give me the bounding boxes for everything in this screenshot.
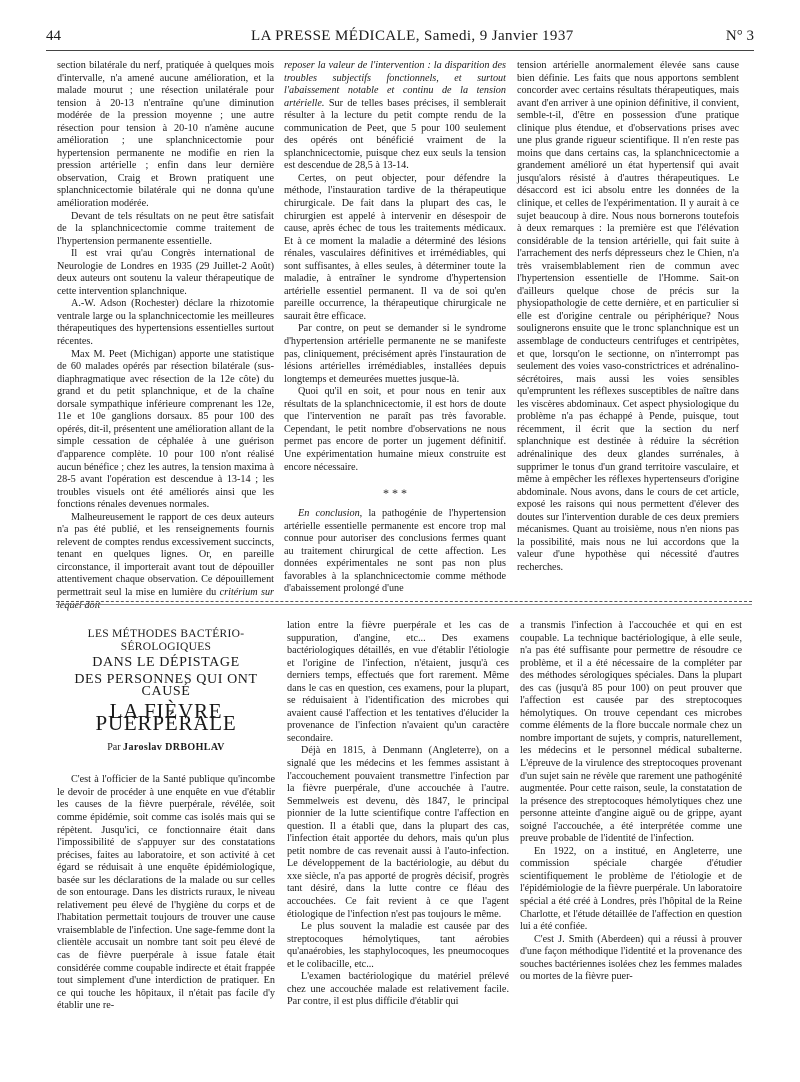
bottom-article-column-1 [57, 620, 275, 1072]
article-separator [56, 601, 752, 602]
paragraph: tension artérielle anormalement élevée sans cause bien définie. Les faits que nous apportons semblent concorder avec certains résultats thérapeutiques, mais avant d'en arriver à une opinion définitive, il convient, semble-t-il, d'être en possession d'une pratique clinique plus étendue, et d'observations prises avec une plus grande rigueur scientifique. Il n'en reste pas moins que dans certains cas, la splanchnicectomie a grandement amélioré un état hypertensif qui avait jusqu'alors résisté à d'autres thérapeutiques. Le désaccord est ici absolu entre les données de la clinique, et celles de l'expérimentation. Il y aurait à ce sujet beaucoup à dire. Nous nous bornerons toutefois à deux remarques : la première est que l'élévation considérable de la tension artérielle, qui fait suite à l'arrachement des nerfs dépresseurs chez le Chien, n'a très vraisemblablement rien de commun avec l'hypertension essentielle de l'Homme. Sait-on d'ailleurs quelque chose de précis sur la physiopathologie de cette dernière, et en particulier si elle est d'origine centrale ou périphérique? Nous soulignerons ensuite que le tronc splanchnique est un assemblage de conducteurs centrifuges et centripètes, et que, lorsqu'on le sectionne, on n'interrompt pas seulement des voies vaso-constrictrices et adrénalino-sécrétoires, mais aussi les voies sensibles qu'empruntent les réflexes susceptibles de naître dans les viscères abdominaux. Cet aspect physiologique du problème n'a pas échappé à Pende, puisque, tout récemment, il écrit que la section du nerf splanchnique est destinée à réduire la sécrétion adrénalinique des deux glandes surrénales, à supprimer le tonus d'un grand territoire vasculaire, et même à empêcher les réflexes hypertenseurs d'origine abdominale. Nous avons, dans le cours de cet article, exposé les raisons qui nous permettent d'élever des doutes sur l'intervention durable de ces deux premiers mécanismes. Quant au troisième, nous n'en nions pas la possibilité, mais nous ne lui accordons que la valeur d'une hypothèse qui nécessité d'autres recherches. [517, 60, 739, 573]
paragraph: Certes, on peut objecter, pour défendre la méthode, l'instauration tardive de la thérapeutique chirurgicale. De fait dans la plupart des cas, le chirurgien est appelé à intervenir en désespoir de cause, après échec de tous les traitements médicaux. Et à ce moment la maladie a déterminé des lésions rénales, vasculaires définitives et irrémédiables, qui sont suffisantes, à elles seules, à déterminer toute la maladie, à entraîner le syndrome d'hypertension artérielle essentiel permanent. Il va de soi qu'en pareille occurrence, la thérapeutique chirurgicale ne saurait être efficace. [284, 172, 506, 322]
paragraph: Par contre, on peut se demander si le syndrome d'hypertension artérielle permanente ne se manifeste pas, cliniquement, précisément après l'instauration de lésions artérielles irrémédiables, installées depuis longtemps et demeurées muettes jusque-là. [284, 323, 506, 385]
bottom-article-column-3 [520, 620, 742, 1072]
author-name: Jaroslav DRBOHLAV [123, 741, 225, 753]
conclusion-label: En conclusion, [298, 508, 363, 520]
paragraph-text: Sur de telles bases précises, il semblerait résulter à la lecture du petit compte rendu de la communication de Peet, que 5 pour 100 seulement des opérés ont bénéficié vraiment de la splanchnicectomie, puisque chez eux seuls la tension est descendue de 28,5 à 13-14. [284, 97, 506, 172]
paragraph: Il est vrai qu'au Congrès international de Neurologie de Londres en 1935 (29 Juillet-2 Août) deux auteurs ont soutenu la valeur thérapeutique de cette intervention splanchnique. [57, 248, 274, 297]
paragraph: Déjà en 1815, à Denmann (Angleterre), on a signalé que les médecins et les femmes assistant à l'accouchement pouvaient transmettre l'infection par la fièvre puerpérale, d'une accouchée à l'autre. Semmelweis est devenu, dès 1847, le principal pionnier de la lutte scientifique contre l'affection en question. Il a établi que, dans la plupart des cas, l'infection était apportée du dehors, mais qu'un plus petit nombre de cas revenait aussi à l'auto-infection. Le développement de la bactériologie, au début du xxe siècle, n'a pas apporté de progrès décisif, progrès tant désiré, dans la lutte contre ce fléau des accouchées. Ce fait revient à ce que l'agent étiologique de l'infection n'est pas toujours le même. [287, 745, 509, 920]
paragraph: a transmis l'infection à l'accouchée et qui en est coupable. La technique bactériologique, à elle seule, n'a pas été suffisante pour permettre de résoudre ce problème, et il a été nécessaire de la compléter par des méthodes sérologiques spéciales. Dans la plupart des cas (jusqu'à 85 pour 100) on peut prouver que l'affection est causée par des streptocoques hémolytiques. On trouve cependant ces microbes comme éléments de la flore buccale normale chez un nombre important de sujets, y compris, naturellement, les médecins et le personnel médical subalterne. L'épreuve de la virulence des streptocoques provenant d'un sujet sain ne révèle que rarement une pathogénité augmentée. Pour cette raison, seule, la constatation de la présence des streptocoques hémolytiques chez une personne atteinte d'angine aiguë ou de grippe, ayant soigné l'accouchée, a été interprétée comme une preuve probable de l'identité de l'infection. [520, 620, 742, 845]
paragraph: lation entre la fièvre puerpérale et les cas de suppuration, d'angine, etc... Des examens bactériologiques détaillés, en vue d'établir l'étiologie et l'origine de l'infection, n'étaient, jusqu'à ces derniers temps, effectués que fort rarement. Même dans le cas en question, ces examens, pour la plupart, se réduisaient à l'identification des microbes qui avaient causé l'affection et les tentatives d'élucider la provenance de l'infection n'avaient qu'un caractère secondaire. [287, 620, 509, 744]
paragraph: L'examen bactériologique du matériel prélevé chez une accouchée malade est relativement facile. Par contre, il est plus difficile d'établir qui [287, 971, 509, 1008]
paragraph: Quoi qu'il en soit, et pour nous en tenir aux résultats de la splanchnicectomie, il est hors de doute que l'intervention ne paraît pas très favorable. Cependant, le petit nombre d'observations ne nous permet pas encore de porter un jugement définitif. Une expérimentation humaine mieux construite est encore nécessaire. [284, 386, 506, 473]
paragraph: C'est à l'officier de la Santé publique qu'incombe le devoir de procéder à une enquête en vue d'établir les causes de la fièvre puerpérale, révélée, soit comme épidémie, soit comme cas isolés mais qui se répètent. Jusqu'ici, ce fonctionnaire était dans l'impossibilité de s'appuyer sur des constatations précises, faites au laboratoire, et son activité à cet égard se réduisait à une enquête épidémiologique, basée sur les déclarations de la malade ou sur celles de son entourage. Dans les districts ruraux, le niveau relativement peu élevé de l'hygiène du corps et de l'habitation permettait toujours de trouver une cause vraisemblable de l'infection. Une sage-femme dont la clientèle accusait un nombre tant soit peu élevé de cas de fièvre puerpérale à issue fatale était considérée comme coupable indirecte et était frappée tout simplement d'une interdiction de pratiquer. En ce qui touche les hôpitaux, il n'était pas facile d'y établir une re- [57, 774, 275, 1012]
page-header [46, 28, 754, 50]
article-title-line-1: LES MÉTHODES BACTÉRIO-SÉROLOGIQUES [87, 628, 245, 653]
section-stars: * * * [383, 486, 407, 501]
article-title-line-4: LA FIÈVRE PUERPÉRALE [95, 698, 237, 736]
paragraph-text: la pathogénie de l'hypertension artérielle essentielle permanente est encore trop mal connue pour autoriser des conclusions fermes quant au traitement chirurgical de cette affection. Les données expérimentales ne sont pas non plus favorables à la splanchnicectomie comme méthode d'abaissement prolongé d'une [284, 508, 507, 595]
paragraph: Le plus souvent la maladie est causée par des streptocoques hémolytiques, tant aérobies qu'anaérobies, les staphylocoques, les pneumocoques et le colibacille, etc... [287, 921, 509, 970]
top-article-column-3 [517, 60, 739, 585]
paragraph [284, 508, 506, 596]
italic-text: reposer la valeur de l'intervention : la disparition des troubles subjectifs fonctionnels, et surtout l'abaissement notable et continu de la tension artérielle. [284, 60, 506, 109]
paragraph-text: Malheureusement le rapport de ces deux auteurs n'a pas été publié, et les renseignements fournis relevent de comptes rendus excessivement succincts, tenant en quelques lignes. Or, en pareille circonstance, il importerait avant tout de dépouiller attentivement chaque observation. Ce dépouillement permettrait seul la mise en lumière du [57, 511, 274, 598]
article-separator-line [56, 604, 752, 605]
article-title-line-2: DANS LE DÉPISTAGE [92, 655, 240, 671]
italic-text: critérium sur lequel doit [57, 586, 275, 611]
page-number: 44 [46, 28, 61, 44]
byline [57, 742, 275, 755]
issue-number: N° 3 [725, 28, 754, 44]
paragraph: section bilatérale du nerf, pratiquée à quelques mois d'intervalle, n'a amené aucune amélioration, et la malade mourut ; une résection unilatérale pour tension à 20-13 n'entraîne qu'une diminution modérée de la pression moyenne ; une autre résection pour tension à 20-10 n'amène aucune amélioration ; une splanchnicectomie pour hypertension permanente ne modifie en rien la pression artérielle ; enfin dans leur dernière observation, Craig et Brown pratiquent une splanchnicectomie bilatérale qui ne donna qu'une amélioration modérée. [57, 60, 274, 210]
article-title-line-3: DES PERSONNES QUI ONT CAUSÉ [74, 671, 258, 700]
paragraph: Devant de tels résultats on ne peut être satisfait de la splanchnicectomie comme traitement de l'hypertension permanente essentielle. [57, 210, 274, 247]
paragraph: Max M. Peet (Michigan) apporte une statistique de 60 malades opérés par résection bilatérale (sus-diaphragmatique avec résection de la 12e côte) du grand et du petit splanchnique, et de la chaîne dorsale sympathique inférieure comprenant les 12e, 11e et 10e ganglions dorsaux. 85 pour 100 des opérés, dit-il, présentent une amélioration allant de la simple cessation de céphalée à une guérison d'apparence complète. 10 pour 100 n'ont réalisé aucun bénéfice ; chez les autres, la tension maxima à 28-5 avant l'opération est descendue à 13-14 ; les troubles visuels ont été améliorés ainsi que les fonctions rénales devenues normales. [57, 348, 274, 511]
journal-title: LA PRESSE MÉDICALE, Samedi, 9 Janvier 1937 [251, 28, 574, 44]
top-article-column-1 [57, 60, 275, 611]
article-title [57, 628, 275, 736]
bottom-article-column-2 [287, 620, 509, 1072]
byline-by: Par [107, 741, 121, 753]
header-rule [46, 50, 754, 51]
paragraph: C'est J. Smith (Aberdeen) qui a réussi à prouver d'une façon méthodique l'identité et la provenance des souches bactériennes isolées chez les femmes malades ou mortes de la fièvre puer- [520, 933, 742, 983]
paragraph [57, 512, 274, 612]
paragraph [284, 60, 506, 173]
paragraph: En 1922, on a institué, en Angleterre, une commission spéciale chargée d'étudier scientifiquement le problème de l'étiologie et de l'épidémiologie de la fièvre puerpérale. Un laboratoire spécial a été créé à Londres, près l'hôpital de la Reine Charlotte, et l'étude détaillée de l'affection en question lui a été confiée. [520, 845, 742, 933]
top-article-column-2 [284, 60, 507, 595]
paragraph: A.-W. Adson (Rochester) déclare la rhizotomie ventrale large ou la splanchnicectomie les meilleures thérapeutiques des hypertensions essentielles surtout récentes. [57, 298, 274, 348]
